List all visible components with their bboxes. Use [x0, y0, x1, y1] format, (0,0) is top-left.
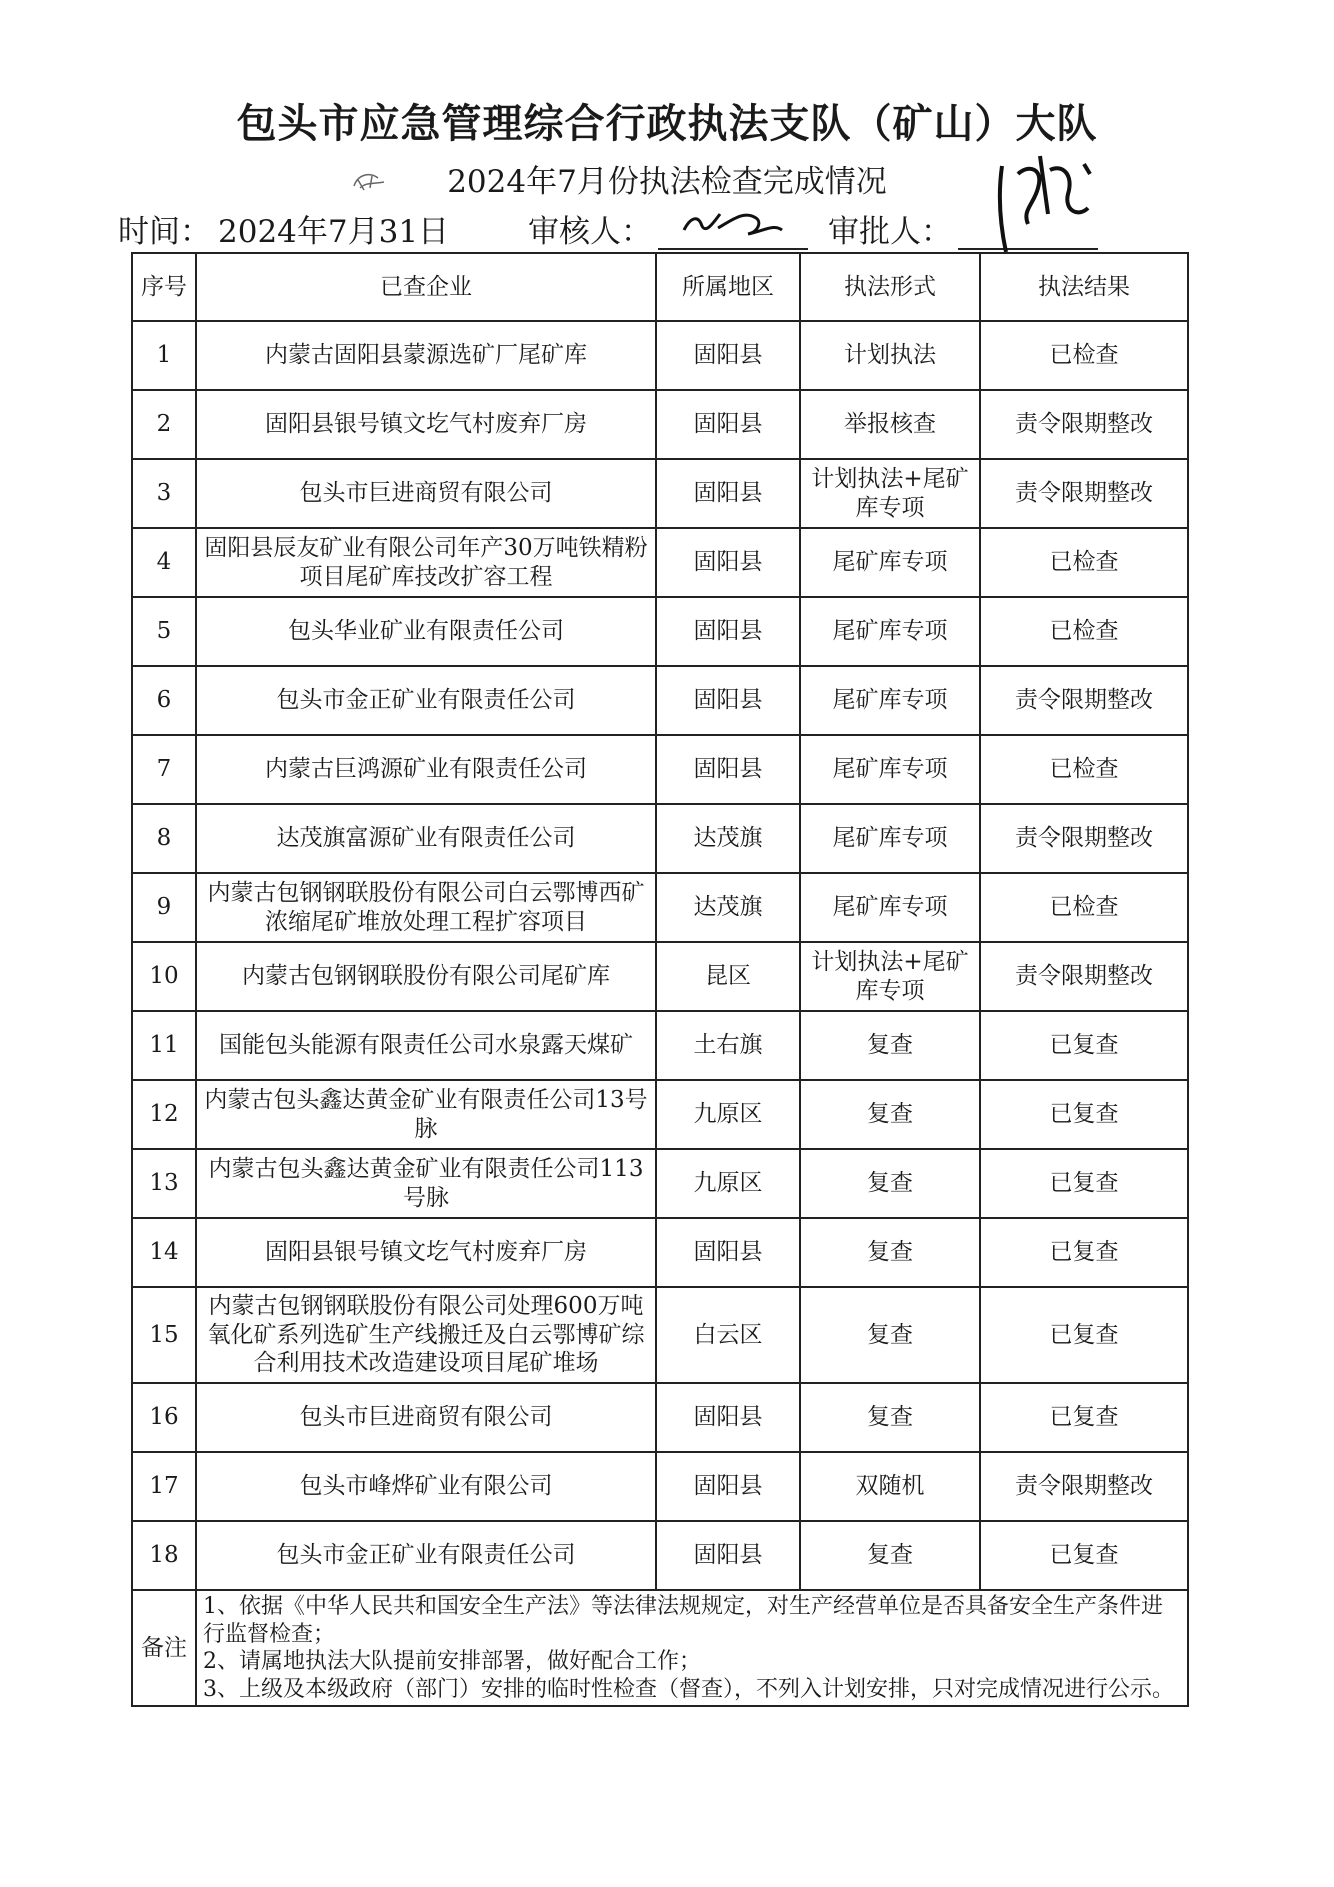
row-no: 13: [132, 1149, 196, 1218]
row-company: 包头市巨进商贸有限公司: [196, 1383, 656, 1452]
row-company: 内蒙古包钢钢联股份有限公司尾矿库: [196, 942, 656, 1011]
table-row: [132, 528, 1188, 597]
row-result: 已复查: [980, 1080, 1188, 1149]
row-no: 16: [132, 1383, 196, 1452]
reviewer-signature: [678, 200, 788, 254]
inspection-table: [131, 252, 1189, 1707]
row-no: 3: [132, 459, 196, 528]
row-no: 17: [132, 1452, 196, 1521]
row-result: 责令限期整改: [980, 804, 1188, 873]
row-no: 4: [132, 528, 196, 597]
row-result: 已检查: [980, 873, 1188, 942]
row-region: 固阳县: [656, 528, 800, 597]
approver-label: 审批人：: [828, 214, 952, 250]
row-company: 内蒙古包钢钢联股份有限公司白云鄂博西矿浓缩尾矿堆放处理工程扩容项目: [196, 873, 656, 942]
row-form: 复查: [800, 1080, 980, 1149]
row-no: 6: [132, 666, 196, 735]
row-result: 责令限期整改: [980, 666, 1188, 735]
row-company: 达茂旗富源矿业有限责任公司: [196, 804, 656, 873]
approver-signature: [988, 144, 1098, 264]
row-result: 已检查: [980, 321, 1188, 390]
row-region: 固阳县: [656, 390, 800, 459]
table-row: [132, 390, 1188, 459]
row-no: 12: [132, 1080, 196, 1149]
row-form: 复查: [800, 1218, 980, 1287]
row-form: 复查: [800, 1149, 980, 1218]
row-region: 固阳县: [656, 1452, 800, 1521]
row-company: 国能包头能源有限责任公司水泉露天煤矿: [196, 1011, 656, 1080]
notes-content: [196, 1590, 1188, 1706]
row-form: 复查: [800, 1383, 980, 1452]
table-row: [132, 597, 1188, 666]
table-row: [132, 1452, 1188, 1521]
row-region: 达茂旗: [656, 804, 800, 873]
table-row: [132, 321, 1188, 390]
row-result: 已检查: [980, 528, 1188, 597]
note-item: 1、依据《中华人民共和国安全生产法》等法律法规规定，对生产经营单位是否具备安全生产条件进行监督检查；: [203, 1594, 1164, 1647]
row-result: 责令限期整改: [980, 459, 1188, 528]
row-no: 10: [132, 942, 196, 1011]
header-company: 已查企业: [196, 253, 656, 321]
row-form: 举报核查: [800, 390, 980, 459]
row-no: 5: [132, 597, 196, 666]
row-region: 昆区: [656, 942, 800, 1011]
row-company: 固阳县辰友矿业有限公司年产30万吨铁精粉项目尾矿库技改扩容工程: [196, 528, 656, 597]
row-no: 7: [132, 735, 196, 804]
meta-row: [118, 206, 1218, 250]
row-form: 复查: [800, 1521, 980, 1590]
row-form: 复查: [800, 1011, 980, 1080]
note-item: 2、请属地执法大队提前安排部署，做好配合工作；: [203, 1649, 701, 1674]
row-region: 土右旗: [656, 1011, 800, 1080]
row-form: 尾矿库专项: [800, 528, 980, 597]
row-region: 固阳县: [656, 1218, 800, 1287]
row-result: 责令限期整改: [980, 942, 1188, 1011]
row-form: 尾矿库专项: [800, 873, 980, 942]
table-row: [132, 873, 1188, 942]
table-row: [132, 1287, 1188, 1383]
row-result: 已检查: [980, 735, 1188, 804]
reviewer-label: 审核人：: [528, 214, 652, 250]
table-row: [132, 942, 1188, 1011]
table-row: [132, 459, 1188, 528]
row-company: 固阳县银号镇文圪气村废弃厂房: [196, 1218, 656, 1287]
row-region: 固阳县: [656, 459, 800, 528]
row-result: 已复查: [980, 1383, 1188, 1452]
row-result: 责令限期整改: [980, 1452, 1188, 1521]
row-form: 尾矿库专项: [800, 804, 980, 873]
row-no: 1: [132, 321, 196, 390]
table-row: [132, 1383, 1188, 1452]
notes-label: 备注: [132, 1590, 196, 1706]
row-region: 固阳县: [656, 321, 800, 390]
row-result: 已检查: [980, 597, 1188, 666]
row-form: 计划执法: [800, 321, 980, 390]
row-no: 8: [132, 804, 196, 873]
table-row: [132, 1521, 1188, 1590]
table-header-row: [132, 253, 1188, 321]
table-row: [132, 804, 1188, 873]
header-no: 序号: [132, 253, 196, 321]
row-no: 9: [132, 873, 196, 942]
row-result: 已复查: [980, 1287, 1188, 1383]
row-company: 内蒙古巨鸿源矿业有限责任公司: [196, 735, 656, 804]
row-company: 固阳县银号镇文圪气村废弃厂房: [196, 390, 656, 459]
table-row: [132, 1218, 1188, 1287]
row-form: 尾矿库专项: [800, 735, 980, 804]
time-value: 2024年7月31日: [218, 214, 450, 250]
row-company: 内蒙古包头鑫达黄金矿业有限责任公司113号脉: [196, 1149, 656, 1218]
row-no: 2: [132, 390, 196, 459]
row-form: 复查: [800, 1287, 980, 1383]
row-region: 九原区: [656, 1149, 800, 1218]
header-form: 执法形式: [800, 253, 980, 321]
note-item: 3、上级及本级政府（部门）安排的临时性检查（督查），不列入计划安排，只对完成情况进行公示。: [203, 1676, 1175, 1702]
row-region: 固阳县: [656, 666, 800, 735]
row-form: 尾矿库专项: [800, 597, 980, 666]
header-result: 执法结果: [980, 253, 1188, 321]
table-row: [132, 1080, 1188, 1149]
row-result: 已复查: [980, 1149, 1188, 1218]
notes-row: [132, 1590, 1188, 1706]
row-company: 内蒙古包钢钢联股份有限公司处理600万吨氧化矿系列选矿生产线搬迁及白云鄂博矿综合利用技术改造建设项目尾矿堆场: [196, 1287, 656, 1383]
table-row: [132, 1011, 1188, 1080]
document-title: 包头市应急管理综合行政执法支队（矿山）大队: [236, 100, 1098, 147]
row-region: 固阳县: [656, 1383, 800, 1452]
row-company: 包头市金正矿业有限责任公司: [196, 666, 656, 735]
row-company: 内蒙古固阳县蒙源选矿厂尾矿库: [196, 321, 656, 390]
table-row: [132, 735, 1188, 804]
row-region: 固阳县: [656, 735, 800, 804]
row-form: 双随机: [800, 1452, 980, 1521]
row-form: 尾矿库专项: [800, 666, 980, 735]
row-result: 已复查: [980, 1521, 1188, 1590]
row-no: 18: [132, 1521, 196, 1590]
document-subtitle: 2024年7月份执法检查完成情况: [447, 164, 887, 200]
row-company: 包头市峰烨矿业有限公司: [196, 1452, 656, 1521]
row-result: 已复查: [980, 1218, 1188, 1287]
row-region: 固阳县: [656, 1521, 800, 1590]
time-label: 时间：: [118, 214, 211, 250]
row-company: 包头市巨进商贸有限公司: [196, 459, 656, 528]
table-row: [132, 666, 1188, 735]
row-form: 计划执法+尾矿库专项: [800, 459, 980, 528]
row-region: 白云区: [656, 1287, 800, 1383]
row-no: 14: [132, 1218, 196, 1287]
row-region: 固阳县: [656, 597, 800, 666]
table-row: [132, 1149, 1188, 1218]
row-form: 计划执法+尾矿库专项: [800, 942, 980, 1011]
row-company: 内蒙古包头鑫达黄金矿业有限责任公司13号脉: [196, 1080, 656, 1149]
header-region: 所属地区: [656, 253, 800, 321]
row-region: 达茂旗: [656, 873, 800, 942]
row-result: 责令限期整改: [980, 390, 1188, 459]
row-company: 包头市金正矿业有限责任公司: [196, 1521, 656, 1590]
row-result: 已复查: [980, 1011, 1188, 1080]
row-no: 11: [132, 1011, 196, 1080]
row-company: 包头华业矿业有限责任公司: [196, 597, 656, 666]
row-no: 15: [132, 1287, 196, 1383]
row-region: 九原区: [656, 1080, 800, 1149]
